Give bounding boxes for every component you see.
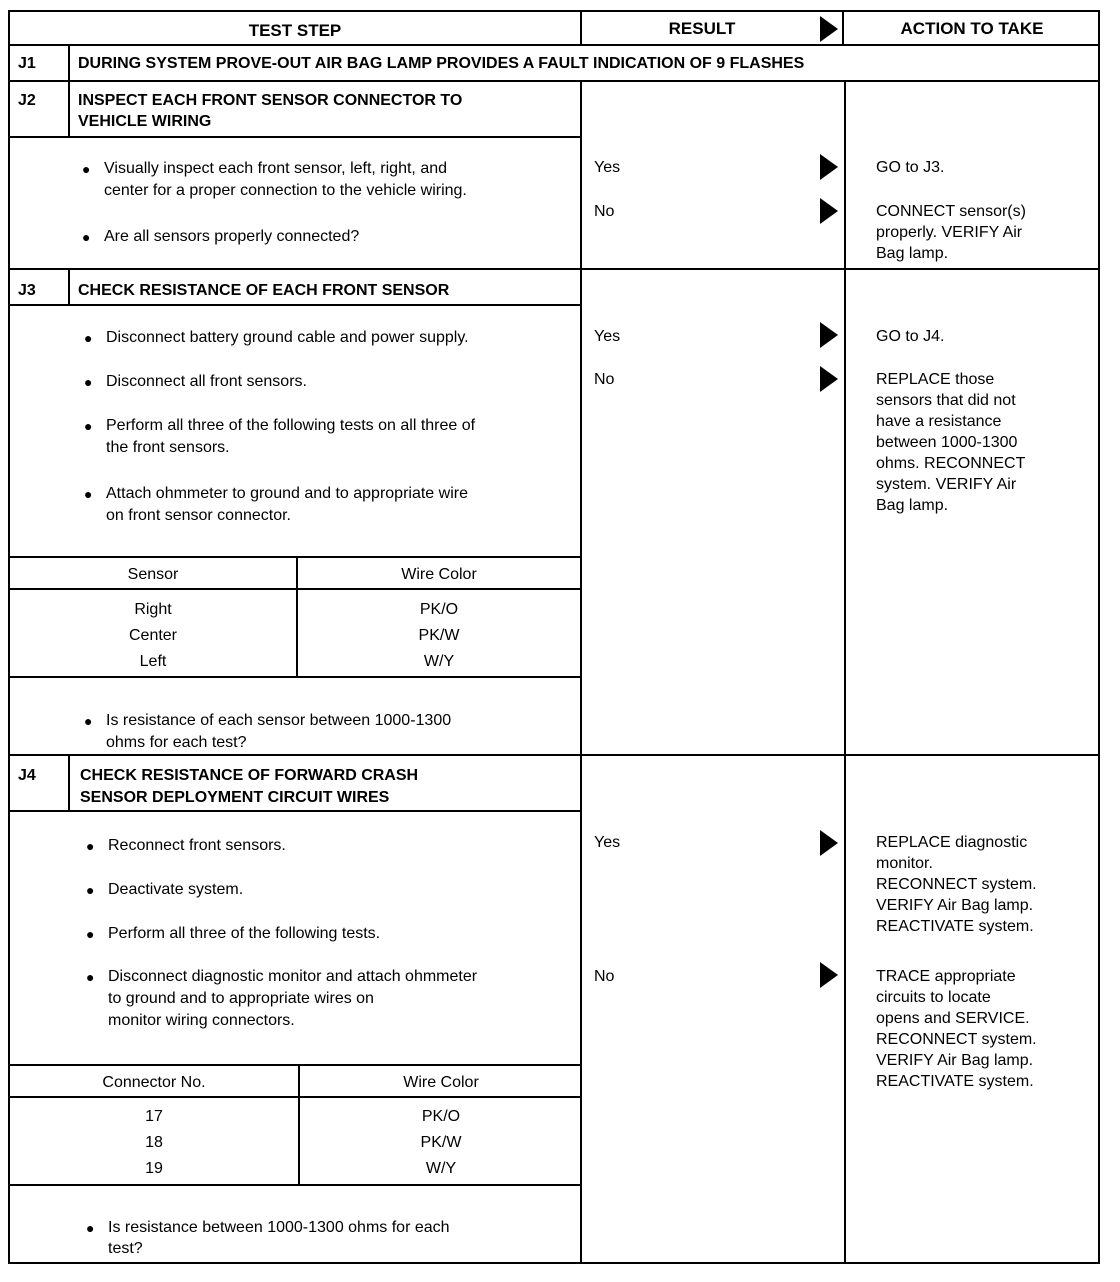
table-row: PK/W (418, 627, 460, 644)
j4-title-line2: SENSOR DEPLOYMENT CIRCUIT WIRES (80, 789, 390, 806)
j4-id: J4 (18, 767, 36, 784)
j4-bullet-4: ● Disconnect diagnostic monitor and attach ohmmeter (86, 968, 478, 985)
table-row: Right (134, 601, 172, 618)
j2-no-action-line1: CONNECT sensor(s) (876, 203, 1026, 220)
j4-bullet-1: ● Reconnect front sensors. (86, 837, 286, 854)
j2-result-no: No (594, 203, 615, 220)
table-row: PK/W (420, 1134, 462, 1151)
j4-no-action-line: opens and SERVICE. (876, 1010, 1030, 1027)
j4-yes-action-line: RECONNECT system. (876, 876, 1037, 893)
j1-title: DURING SYSTEM PROVE-OUT AIR BAG LAMP PROVIDES A FAULT INDICATION OF 9 FLASHES (78, 55, 805, 72)
header-test-step: TEST STEP (248, 21, 342, 40)
j4-result-yes: Yes (594, 834, 621, 851)
header-result: RESULT (668, 19, 736, 38)
j2-result-yes: Yes (594, 159, 621, 176)
j4-bullet-5-cont: test? (108, 1240, 143, 1257)
j3-result-yes: Yes (594, 328, 621, 345)
header-action: ACTION TO TAKE (900, 19, 1044, 38)
table-row: W/Y (423, 653, 455, 670)
j3-no-action (876, 369, 1101, 516)
j4-no-arrow-icon (820, 962, 838, 988)
j2-no-action-line2: properly. VERIFY Air (876, 224, 1023, 241)
table-row: Left (139, 653, 167, 670)
j4-bullet-5: ● Is resistance between 1000-1300 ohms for each (86, 1219, 450, 1236)
j3-no-action-line: system. VERIFY Air (876, 476, 1017, 493)
j3-no-action-line: between 1000-1300 (876, 434, 1018, 451)
j4-no-action-line: TRACE appropriate (876, 968, 1016, 985)
header-result-arrow-icon (820, 16, 838, 42)
table-row: PK/O (419, 601, 459, 618)
j4-no-action-line: REACTIVATE system. (876, 1073, 1034, 1090)
table-row: 19 (145, 1160, 163, 1177)
j1-id: J1 (18, 55, 36, 72)
j2-title-line1: INSPECT EACH FRONT SENSOR CONNECTOR TO (78, 92, 463, 109)
j2-bullet-1: ● Visually inspect each front sensor, left, right, and (82, 160, 448, 177)
j3-bullet-2: ● Disconnect all front sensors. (84, 373, 307, 390)
j3-bullet-1: ● Disconnect battery ground cable and power supply. (84, 329, 469, 346)
j2-bullet-1-cont: center for a proper connection to the vehicle wiring. (104, 182, 467, 199)
j3-table-header-sensor: Sensor (127, 566, 179, 583)
j4-bullet-4-cont1: to ground and to appropriate wires on (108, 990, 374, 1007)
j4-yes-action (876, 832, 1101, 937)
j4-yes-action-line: REACTIVATE system. (876, 918, 1034, 935)
j4-no-action-line: RECONNECT system. (876, 1031, 1037, 1048)
j3-no-action-line: sensors that did not (876, 392, 1016, 409)
j3-no-action-line: Bag lamp. (876, 497, 949, 514)
j2-no-arrow-icon (820, 198, 838, 224)
j3-no-arrow-icon (820, 366, 838, 392)
j4-bullet-2: ● Deactivate system. (86, 881, 244, 898)
j4-yes-action-line: VERIFY Air Bag lamp. (876, 897, 1034, 914)
j4-title-line1: CHECK RESISTANCE OF FORWARD CRASH (80, 767, 419, 784)
j3-table-header-wire: Wire Color (401, 566, 477, 583)
j2-id: J2 (18, 92, 36, 109)
table-row: 18 (145, 1134, 163, 1151)
j3-bullet-3: ● Perform all three of the following tests on all three of (84, 417, 476, 434)
j3-yes-action: GO to J4. (876, 328, 945, 345)
j2-bullet-2: ● Are all sensors properly connected? (82, 228, 360, 245)
j4-yes-action-line: REPLACE diagnostic (876, 834, 1028, 851)
table-row: W/Y (425, 1160, 457, 1177)
j4-no-action-line: circuits to locate (876, 989, 991, 1006)
table-row: Center (128, 627, 178, 644)
j3-bullet-5: ● Is resistance of each sensor between 1000-1300 (84, 712, 452, 729)
j2-title-line2: VEHICLE WIRING (78, 113, 212, 130)
j2-no-action-line3: Bag lamp. (876, 245, 949, 262)
j3-id: J3 (18, 282, 36, 299)
j3-no-action-line: REPLACE those (876, 371, 995, 388)
j4-no-action-line: VERIFY Air Bag lamp. (876, 1052, 1034, 1069)
table-row: 17 (145, 1108, 163, 1125)
j4-table-header-wire: Wire Color (403, 1074, 479, 1091)
j3-title: CHECK RESISTANCE OF EACH FRONT SENSOR (78, 282, 450, 299)
table-row: PK/O (421, 1108, 461, 1125)
j2-yes-arrow-icon (820, 154, 838, 180)
j3-no-action-line: have a resistance (876, 413, 1002, 430)
j3-bullet-4: ● Attach ohmmeter to ground and to appropriate wire (84, 485, 468, 502)
j4-no-action (876, 966, 1101, 1092)
j4-yes-action-line: monitor. (876, 855, 933, 872)
j4-table-header-connector: Connector No. (102, 1074, 206, 1091)
j3-yes-arrow-icon (820, 322, 838, 348)
j4-bullet-4-cont2: monitor wiring connectors. (108, 1012, 295, 1029)
j2-yes-action: GO to J3. (876, 159, 945, 176)
j4-bullet-3: ● Perform all three of the following tests. (86, 925, 381, 942)
j4-result-no: No (594, 968, 615, 985)
j3-result-no: No (594, 371, 615, 388)
j3-bullet-3-cont: the front sensors. (106, 439, 230, 456)
j3-bullet-4-cont: on front sensor connector. (106, 507, 291, 524)
j3-no-action-line: ohms. RECONNECT (876, 455, 1026, 472)
j4-yes-arrow-icon (820, 830, 838, 856)
j3-bullet-5-cont: ohms for each test? (106, 734, 247, 751)
